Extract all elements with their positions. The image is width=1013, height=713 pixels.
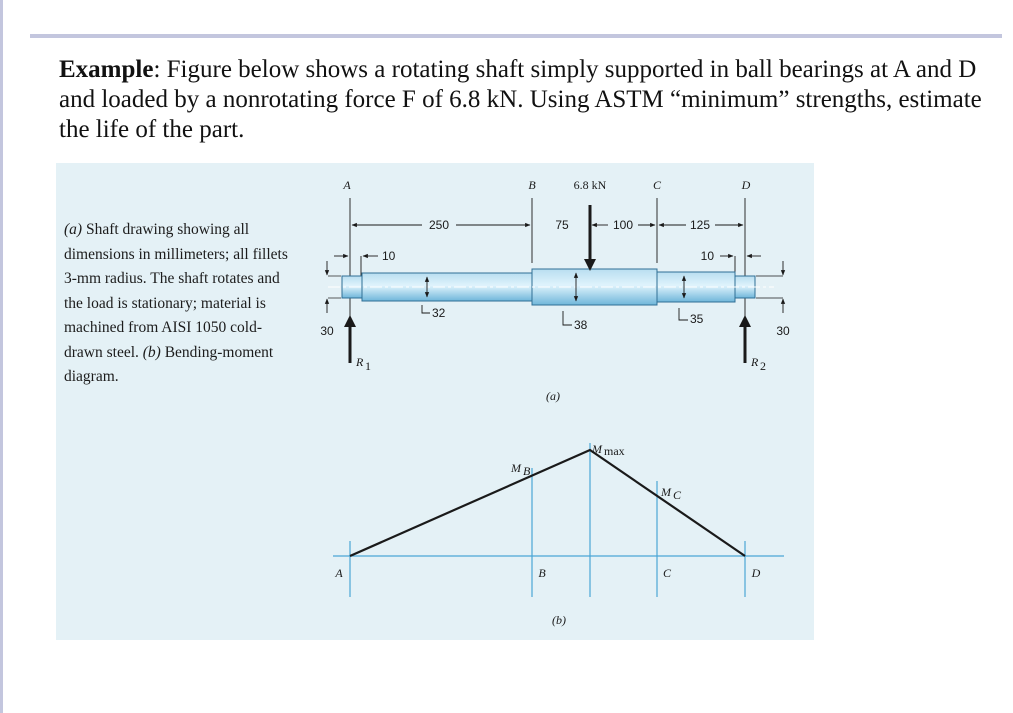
dia-30-right-label: 30	[776, 324, 790, 338]
dim-75-label: 75	[555, 218, 569, 232]
force-label: 6.8 kN	[573, 178, 607, 192]
dia-38-leader	[563, 311, 572, 325]
subfig-b-label: (b)	[552, 613, 566, 627]
moment-curve	[350, 450, 745, 556]
example-label: Example	[59, 56, 154, 83]
left-border-rule	[0, 0, 3, 713]
moment-max-sub: max	[604, 444, 625, 458]
shaft-and-moment-diagram	[56, 163, 814, 640]
moment-mb-sub: B	[523, 464, 531, 478]
problem-statement	[59, 55, 994, 145]
dia-30-left-label: 30	[320, 324, 334, 338]
moment-point-c: C	[662, 566, 672, 580]
dim-250-label: 250	[428, 218, 450, 232]
moment-point-d: D	[751, 566, 761, 580]
reaction-r1-sub: 1	[365, 359, 371, 373]
dia-38-label: 38	[574, 318, 588, 332]
moment-point-a: A	[335, 566, 343, 580]
moment-mc-label: M	[661, 485, 671, 499]
moment-mc-sub: C	[673, 488, 682, 502]
caption-text-b: Bending-moment diagram.	[64, 343, 274, 385]
shaft-label-c: C	[652, 178, 662, 192]
moment-max-label: M	[592, 442, 602, 456]
dia-32-label: 32	[432, 306, 446, 320]
caption-text-a: Shaft drawing showing all dimensions in millimeters; all fillets 3-mm radius. The shaft rotates and the load is stationary; material is machined from AISI 1050 cold-drawn steel.	[64, 221, 288, 361]
reaction-r2-sub: 2	[760, 359, 766, 373]
caption-tag-b: (b)	[142, 343, 161, 361]
moment-point-b: B	[538, 566, 546, 580]
shaft-label-d: D	[741, 178, 751, 192]
subfig-a-label: (a)	[546, 389, 560, 403]
dia-35-label: 35	[690, 312, 704, 326]
dia-35-leader	[679, 308, 688, 320]
moment-diagram	[333, 442, 784, 627]
shaft-label-a: A	[343, 178, 351, 192]
reaction-r1-head	[344, 315, 356, 327]
reaction-r2-head	[739, 315, 751, 327]
dim-125-label: 125	[689, 218, 711, 232]
dim-10-left-label: 10	[382, 249, 396, 263]
problem-text: : Figure below shows a rotating shaft simply supported in ball bearings at A and D and loaded by a nonrotating force F of 6.8 kN. Using ASTM “minimum” strengths, estimate the life of the part.	[59, 56, 982, 143]
reaction-r1-label: R	[356, 355, 364, 369]
moment-mb-label: M	[511, 461, 521, 475]
dim-10-right-label: 10	[700, 249, 714, 263]
top-divider-rule	[30, 34, 1002, 38]
figure-panel	[56, 163, 814, 640]
shaft-drawing	[320, 178, 790, 403]
dia-32-leader	[422, 305, 430, 313]
caption-tag-a: (a)	[64, 221, 83, 238]
reaction-r2-label: R	[751, 355, 759, 369]
dim-100-label: 100	[612, 218, 634, 232]
shaft-label-b: B	[528, 178, 536, 192]
